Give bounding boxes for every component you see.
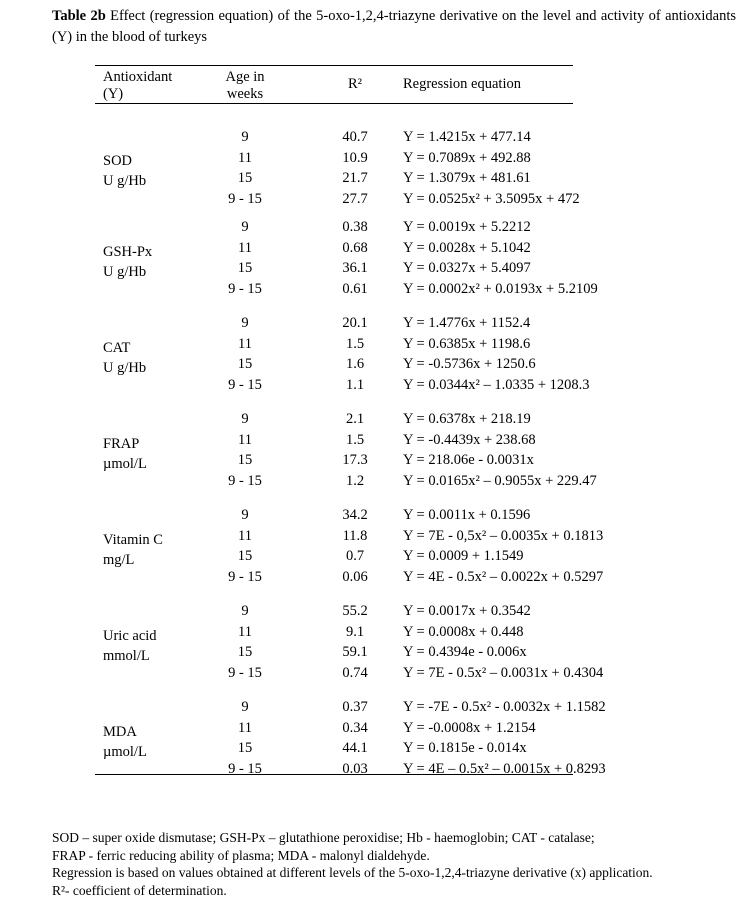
- equation-cell: Y = 4E - 0.5x² – 0.0022x + 0.5297: [403, 568, 604, 585]
- equation-cell: Y = 0.0165x² – 0.9055x + 229.47: [403, 472, 597, 489]
- antioxidant-unit: U g/Hb: [103, 264, 147, 280]
- age-cell: 9: [241, 699, 249, 715]
- table-row: [95, 601, 573, 621]
- header-age: [213, 69, 277, 103]
- antioxidant-unit: mg/L: [103, 552, 135, 568]
- r2-cell: 17.3: [342, 452, 368, 468]
- antioxidant-name: SOD: [103, 153, 133, 169]
- antioxidant-group: [95, 104, 580, 207]
- footnote-line: SOD – super oxide dismutase; GSH-Px – glutathione peroxidise; Hb - haemoglobin; CAT - catalase;: [52, 830, 595, 845]
- table-row: [95, 505, 573, 525]
- equation-cell: Y = 0.0344x² – 1.0335 + 1208.3: [403, 376, 590, 393]
- age-cell: 15: [237, 548, 253, 564]
- antioxidant-unit: mmol/L: [103, 648, 150, 664]
- equation-cell: Y = 7E - 0.5x² – 0.0031x + 0.4304: [403, 664, 604, 681]
- footnote-line: R²- coefficient of determination.: [52, 882, 227, 898]
- header-age-line2: weeks: [226, 86, 264, 102]
- age-cell: 11: [238, 335, 252, 352]
- equation-cell: Y = 218.06e - 0.0031x: [403, 452, 534, 468]
- age-cell: 11: [238, 149, 252, 166]
- equation-cell: Y = -0.0008x + 1.2154: [403, 719, 536, 736]
- r2-cell: 11.8: [342, 527, 368, 544]
- r2-cell: 1.1: [345, 376, 365, 393]
- equation-cell: Y = 0.0008x + 0.448: [403, 623, 524, 640]
- regression-table: [95, 65, 606, 777]
- antioxidant-name: MDA: [103, 724, 137, 740]
- r2-cell: 34.2: [342, 507, 368, 523]
- equation-cell: Y = 0.1815e - 0.014x: [403, 740, 527, 756]
- equation-cell: Y = -0.4439x + 238.68: [403, 431, 536, 448]
- table-row: [95, 450, 573, 470]
- antioxidant-unit: U g/Hb: [103, 360, 147, 376]
- table-row: [95, 354, 573, 374]
- r2-cell: 1.2: [345, 472, 365, 489]
- table-row: [95, 738, 573, 758]
- header-equation: Regression equation: [403, 76, 521, 92]
- table-row: [95, 697, 606, 717]
- r2-cell: 0.34: [342, 719, 368, 736]
- age-cell: 9: [241, 603, 249, 619]
- equation-cell: Y = -7E - 0.5x² - 0.0032x + 1.1582: [403, 699, 606, 715]
- equation-cell: Y = 0.0327x + 5.4097: [403, 260, 531, 276]
- antioxidant-group: [95, 486, 604, 585]
- age-cell: 9 - 15: [228, 190, 262, 207]
- r2-cell: 0.38: [342, 219, 368, 235]
- age-cell: 9 - 15: [228, 760, 262, 777]
- r2-cell: 36.1: [342, 260, 368, 276]
- equation-cell: Y = 0.6378x + 218.19: [403, 411, 531, 427]
- header-antioxidant-line2: (Y): [103, 86, 124, 102]
- antioxidant-name: Vitamin C: [103, 532, 163, 548]
- equation-cell: Y = 0.0017x + 0.3542: [403, 603, 531, 619]
- table-label: Table 2b: [52, 8, 106, 24]
- table-row: [95, 334, 573, 354]
- equation-cell: Y = 0.6385x + 1198.6: [403, 335, 531, 352]
- age-cell: 11: [238, 527, 252, 544]
- r2-cell: 1.6: [345, 356, 365, 372]
- r2-cell: 0.61: [342, 280, 368, 297]
- age-cell: 15: [237, 260, 253, 276]
- table-row: [95, 217, 573, 237]
- age-cell: 9 - 15: [228, 472, 262, 489]
- age-cell: 15: [237, 452, 253, 468]
- header-age-line1: Age in: [225, 69, 265, 85]
- table-row: [95, 759, 606, 779]
- equation-cell: Y = 0.4394e - 0.006x: [403, 644, 527, 660]
- r2-cell: 0.7: [345, 548, 365, 564]
- equation-cell: Y = 0.0019x + 5.2212: [403, 219, 531, 235]
- r2-cell: 0.68: [342, 239, 368, 256]
- equation-cell: Y = 1.3079x + 481.61: [403, 170, 531, 186]
- age-cell: 11: [238, 623, 252, 640]
- age-cell: 15: [237, 170, 253, 186]
- footnote-line: Regression is based on values obtained at different levels of the 5-oxo-1,2,4-triazyne derivative (x) application.: [52, 865, 653, 880]
- table-row: [95, 622, 573, 642]
- age-cell: 15: [237, 740, 253, 756]
- table-row: [95, 258, 573, 278]
- equation-cell: Y = 0.7089x + 492.88: [403, 149, 531, 166]
- antioxidant-unit: µmol/L: [103, 744, 147, 760]
- r2-cell: 9.1: [345, 623, 365, 640]
- age-cell: 9: [241, 129, 249, 145]
- r2-cell: 44.1: [342, 740, 368, 756]
- age-cell: 9: [241, 507, 249, 523]
- antioxidant-group: [95, 198, 598, 297]
- r2-cell: 1.5: [345, 431, 365, 448]
- equation-cell: Y = 0.0009 + 1.1549: [403, 548, 524, 564]
- equation-cell: Y = 7E - 0,5x² – 0.0035x + 0.1813: [403, 527, 604, 544]
- table-row: [95, 409, 573, 429]
- age-cell: 11: [238, 431, 252, 448]
- equation-cell: Y = 0.0011x + 0.1596: [403, 507, 531, 523]
- age-cell: 9 - 15: [228, 280, 262, 297]
- r2-cell: 20.1: [342, 315, 368, 331]
- table-row: [95, 546, 573, 566]
- antioxidant-group: [95, 678, 606, 777]
- antioxidant-name: CAT: [103, 340, 131, 356]
- r2-cell: 0.37: [342, 699, 368, 715]
- age-cell: 15: [237, 356, 253, 372]
- age-cell: 11: [238, 719, 252, 736]
- equation-cell: Y = 0.0002x² + 0.0193x + 5.2109: [403, 280, 598, 297]
- table-caption-text: Effect (regression equation) of the 5-oxo-1,2,4-triazyne derivative on the level and activity of antioxidants (Y) in the blood of turkeys: [52, 8, 736, 45]
- equation-cell: Y = 1.4776x + 1152.4: [403, 315, 531, 331]
- table-body: [95, 104, 606, 777]
- age-cell: 9: [241, 315, 249, 331]
- table-row: [95, 148, 573, 168]
- r2-cell: 10.9: [342, 149, 368, 166]
- table-row: [95, 127, 573, 147]
- antioxidant-group: [95, 390, 597, 489]
- age-cell: 9 - 15: [228, 664, 262, 681]
- r2-cell: 0.06: [342, 568, 368, 585]
- antioxidant-name: Uric acid: [103, 628, 157, 644]
- antioxidant-unit: U g/Hb: [103, 173, 147, 189]
- equation-cell: Y = 0.0525x² + 3.5095x + 472: [403, 190, 580, 207]
- equation-cell: Y = 4E – 0.5x² – 0.0015x + 0.8293: [403, 760, 606, 777]
- age-cell: 15: [237, 644, 253, 660]
- r2-cell: 21.7: [342, 170, 368, 186]
- footnotes: [52, 829, 742, 899]
- equation-cell: Y = 0.0028x + 5.1042: [403, 239, 531, 256]
- table-row: [95, 430, 573, 450]
- header-r2: R²: [347, 76, 363, 92]
- antioxidant-unit: µmol/L: [103, 456, 147, 472]
- table-header: [95, 66, 573, 104]
- antioxidant-group: [95, 294, 590, 393]
- age-cell: 9: [241, 411, 249, 427]
- r2-cell: 55.2: [342, 603, 368, 619]
- r2-cell: 59.1: [342, 644, 368, 660]
- table-row: [95, 642, 573, 662]
- header-antioxidant: [103, 69, 172, 103]
- table-row: [95, 168, 573, 188]
- equation-cell: Y = 1.4215x + 477.14: [403, 129, 531, 145]
- r2-cell: 0.03: [342, 760, 368, 777]
- age-cell: 9: [241, 219, 249, 235]
- antioxidant-group: [95, 582, 604, 681]
- r2-cell: 2.1: [345, 411, 365, 427]
- r2-cell: 40.7: [342, 129, 368, 145]
- antioxidant-name: GSH-Px: [103, 244, 153, 260]
- table-row: [95, 718, 573, 738]
- r2-cell: 0.74: [342, 664, 368, 681]
- antioxidant-name: FRAP: [103, 436, 140, 452]
- r2-cell: 27.7: [342, 190, 368, 207]
- table-row: [95, 238, 573, 258]
- age-cell: 9 - 15: [228, 376, 262, 393]
- age-cell: 11: [238, 239, 252, 256]
- table-row: [95, 526, 604, 546]
- header-antioxidant-line1: Antioxidant: [103, 69, 173, 85]
- table-row: [95, 313, 573, 333]
- equation-cell: Y = -0.5736x + 1250.6: [403, 356, 536, 372]
- footnote-line: FRAP - ferric reducing ability of plasma; MDA - malonyl dialdehyde.: [52, 847, 430, 863]
- r2-cell: 1.5: [345, 335, 365, 352]
- table-caption: [52, 6, 736, 48]
- age-cell: 9 - 15: [228, 568, 262, 585]
